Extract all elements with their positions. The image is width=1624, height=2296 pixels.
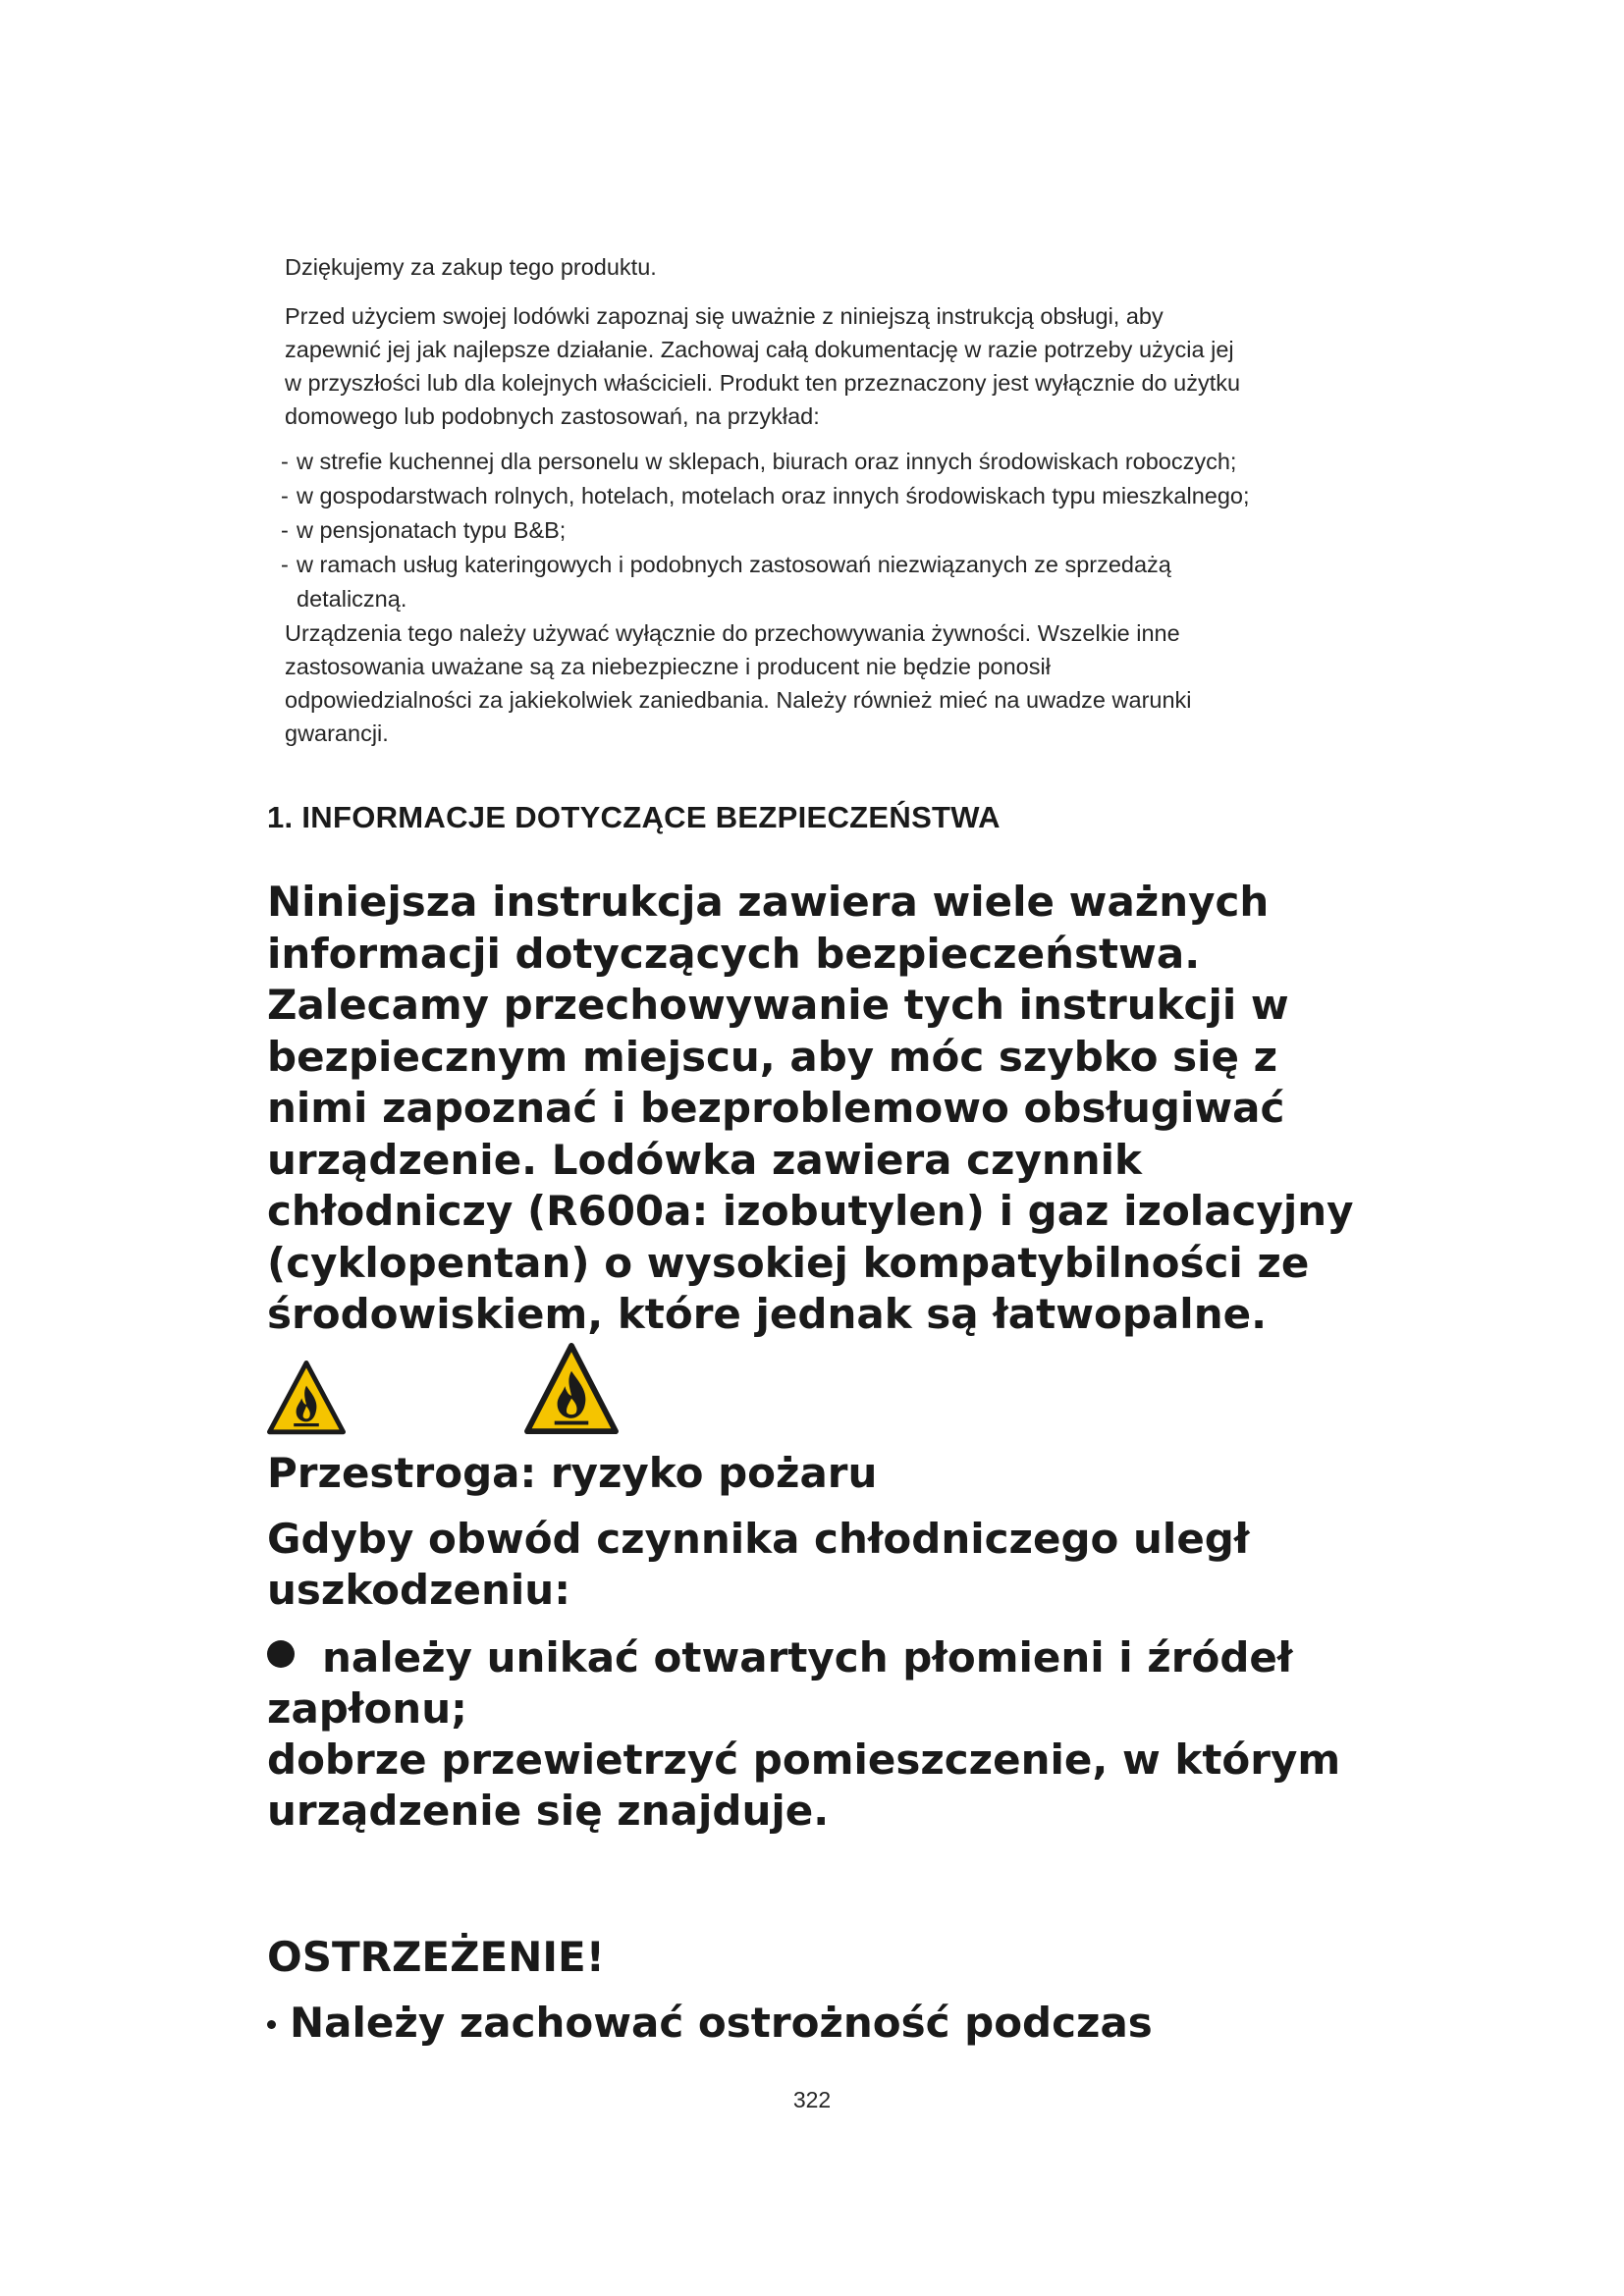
list-item-continuation: detaliczną. (297, 586, 407, 612)
usage-warning-line: gwarancji. (285, 721, 389, 746)
caution-heading: Przestroga: ryzyko pożaru (267, 1449, 878, 1497)
safety-line: środowiskiem, które jednak są łatwopalne. (267, 1290, 1268, 1338)
usage-warning-paragraph (285, 616, 1384, 750)
bullet-icon (267, 1640, 295, 1668)
before-use-line: zapewnić jej jak najlepsze działanie. Zachowaj całą dokumentację w razie potrzeby użycia jej (285, 337, 1234, 362)
safety-line: bezpiecznym miejscu, aby móc szybko się z (267, 1032, 1278, 1081)
page-number: 322 (792, 2087, 832, 2112)
safety-line: Niniejsza instrukcja zawiera wiele ważnych (267, 878, 1270, 926)
usage-warning-line: odpowiedzialności za jakiekolwiek zaniedbania. Należy również mieć na uwadze warunki (285, 687, 1192, 713)
hazard-icons (267, 1343, 660, 1441)
list-item: - w strefie kuchennej dla personelu w sklepach, biurach oraz innych środowiskach roboczych; (281, 449, 1237, 474)
safety-paragraph (267, 877, 1386, 1341)
safety-line: nimi zapoznać i bezproblemowo obsługiwać (267, 1084, 1285, 1132)
safety-line: Zalecamy przechowywanie tych instrukcji w (267, 981, 1289, 1029)
section-title: 1. INFORMACJE DOTYCZĄCE BEZPIECZEŃSTWA (267, 800, 1001, 834)
list-item: - w gospodarstwach rolnych, hotelach, motelach oraz innych środowiskach typu mieszkalnego; (281, 483, 1250, 508)
bullet-icon (267, 2020, 276, 2029)
before-use-line: domowego lub podobnych zastosowań, na przykład: (285, 403, 820, 429)
flammable-warning-icon (267, 1361, 346, 1435)
safety-line: (cyklopentan) o wysokiej kompatybilności ze (267, 1238, 1310, 1287)
circuit-paragraph: Gdyby obwód czynnika chłodniczego uległ uszkodzeniu: (267, 1515, 1250, 1614)
safety-line: urządzenie. Lodówka zawiera czynnik (267, 1135, 1142, 1184)
usage-warning-line: Urządzenia tego należy używać wyłącznie do przechowywania żywności. Wszelkie inne (285, 620, 1180, 646)
before-use-line: w przyszłości lub dla kolejnych właścicieli. Produkt ten przeznaczony jest wyłącznie do użytku (285, 370, 1241, 396)
list-item: - w pensjonatach typu B&B; (281, 517, 567, 543)
warning-list-item: Należy zachować ostrożność podczas (267, 1998, 1153, 2049)
safety-line: informacji dotyczących bezpieczeństwa. (267, 929, 1201, 978)
usage-warning-line: zastosowania uważane są za niebezpieczne i producent nie będzie ponosił (285, 654, 1051, 679)
flammable-warning-icon (524, 1343, 619, 1435)
safety-line: chłodniczy (R600a: izobutylen) i gaz izolacyjny (267, 1187, 1354, 1235)
intro-section (281, 250, 1384, 750)
before-use-paragraph (285, 299, 1384, 433)
warning-title: OSTRZEŻENIE! (267, 1933, 605, 1981)
precaution-bullet: należy unikać otwartych płomieni i źródeł zapłonu; dobrze przewietrzyć pomieszczenie, w którym urządzenie się znajduje. (267, 1633, 1341, 1835)
uses-list (281, 445, 1384, 616)
list-item: - w ramach usług kateringowych i podobnych zastosowań niezwiązanych ze sprzedażą detaliczną. (285, 548, 1384, 616)
thanks-paragraph: Dziękujemy za zakup tego produktu. (285, 254, 657, 280)
before-use-line: Przed użyciem swojej lodówki zapoznaj się uważnie z niniejszą instrukcją obsługi, aby (285, 303, 1164, 329)
